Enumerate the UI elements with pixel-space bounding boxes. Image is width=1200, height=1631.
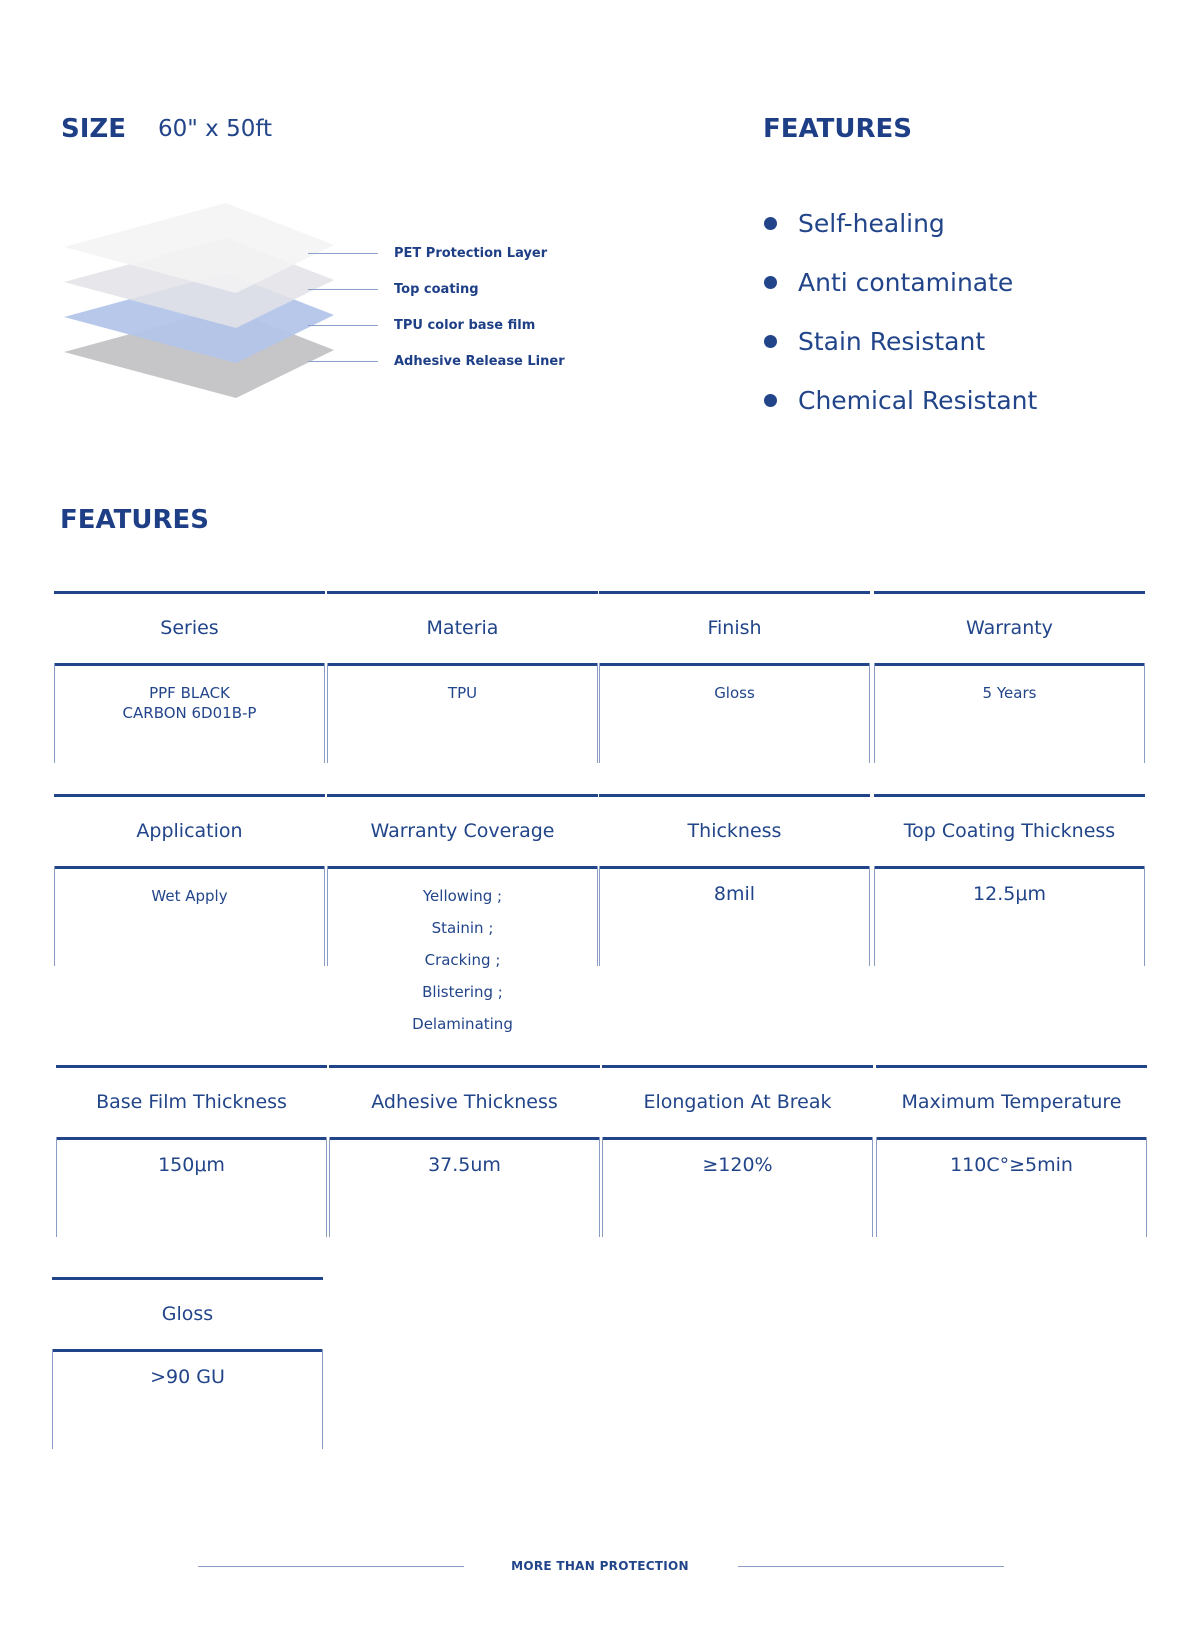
spec-value: PPF BLACK CARBON 6D01B-P bbox=[122, 684, 257, 722]
spec-value: ≥120% bbox=[702, 1154, 773, 1176]
spec-value: Wet Apply bbox=[151, 887, 228, 905]
spec-value: TPU bbox=[447, 684, 478, 702]
layer-label-adhesive: Adhesive Release Liner bbox=[394, 354, 565, 369]
feature-item: Self-healing bbox=[764, 209, 945, 238]
spec-value: 8mil bbox=[713, 883, 756, 905]
size-value: 60" x 50ft bbox=[158, 116, 273, 142]
bullet-dot-icon bbox=[764, 217, 777, 230]
spec-value: 110C°≥5min bbox=[950, 1154, 1073, 1176]
bullet-dot-icon bbox=[764, 276, 777, 289]
film-layers-illustration bbox=[60, 200, 350, 410]
leader-line bbox=[308, 325, 378, 326]
spec-value: 12.5μm bbox=[973, 883, 1046, 905]
spec-value: Yellowing ; Stainin ; Cracking ; Blistering ; Delaminating bbox=[412, 887, 513, 1033]
feature-item: Stain Resistant bbox=[764, 327, 985, 356]
bullet-dot-icon bbox=[764, 335, 777, 348]
spec-value: 37.5um bbox=[428, 1154, 501, 1176]
features-title: FEATURES bbox=[763, 114, 912, 144]
layer-label-top-coating: Top coating bbox=[394, 282, 479, 297]
size-label: SIZE bbox=[61, 114, 127, 144]
layer-label-tpu: TPU color base film bbox=[394, 318, 536, 333]
feature-item: Anti contaminate bbox=[764, 268, 1013, 297]
specs-title: FEATURES bbox=[60, 505, 209, 535]
footer-tagline: MORE THAN PROTECTION bbox=[511, 1559, 689, 1573]
spec-value: >90 GU bbox=[150, 1366, 225, 1388]
feature-item: Chemical Resistant bbox=[764, 386, 1037, 415]
bullet-dot-icon bbox=[764, 394, 777, 407]
leader-line bbox=[308, 361, 378, 362]
spec-value: 5 Years bbox=[982, 684, 1037, 702]
spec-value: 150μm bbox=[158, 1154, 225, 1176]
layer-label-pet: PET Protection Layer bbox=[394, 246, 548, 261]
leader-line bbox=[308, 289, 378, 290]
spec-value: Gloss bbox=[714, 684, 755, 702]
leader-line bbox=[308, 253, 378, 254]
